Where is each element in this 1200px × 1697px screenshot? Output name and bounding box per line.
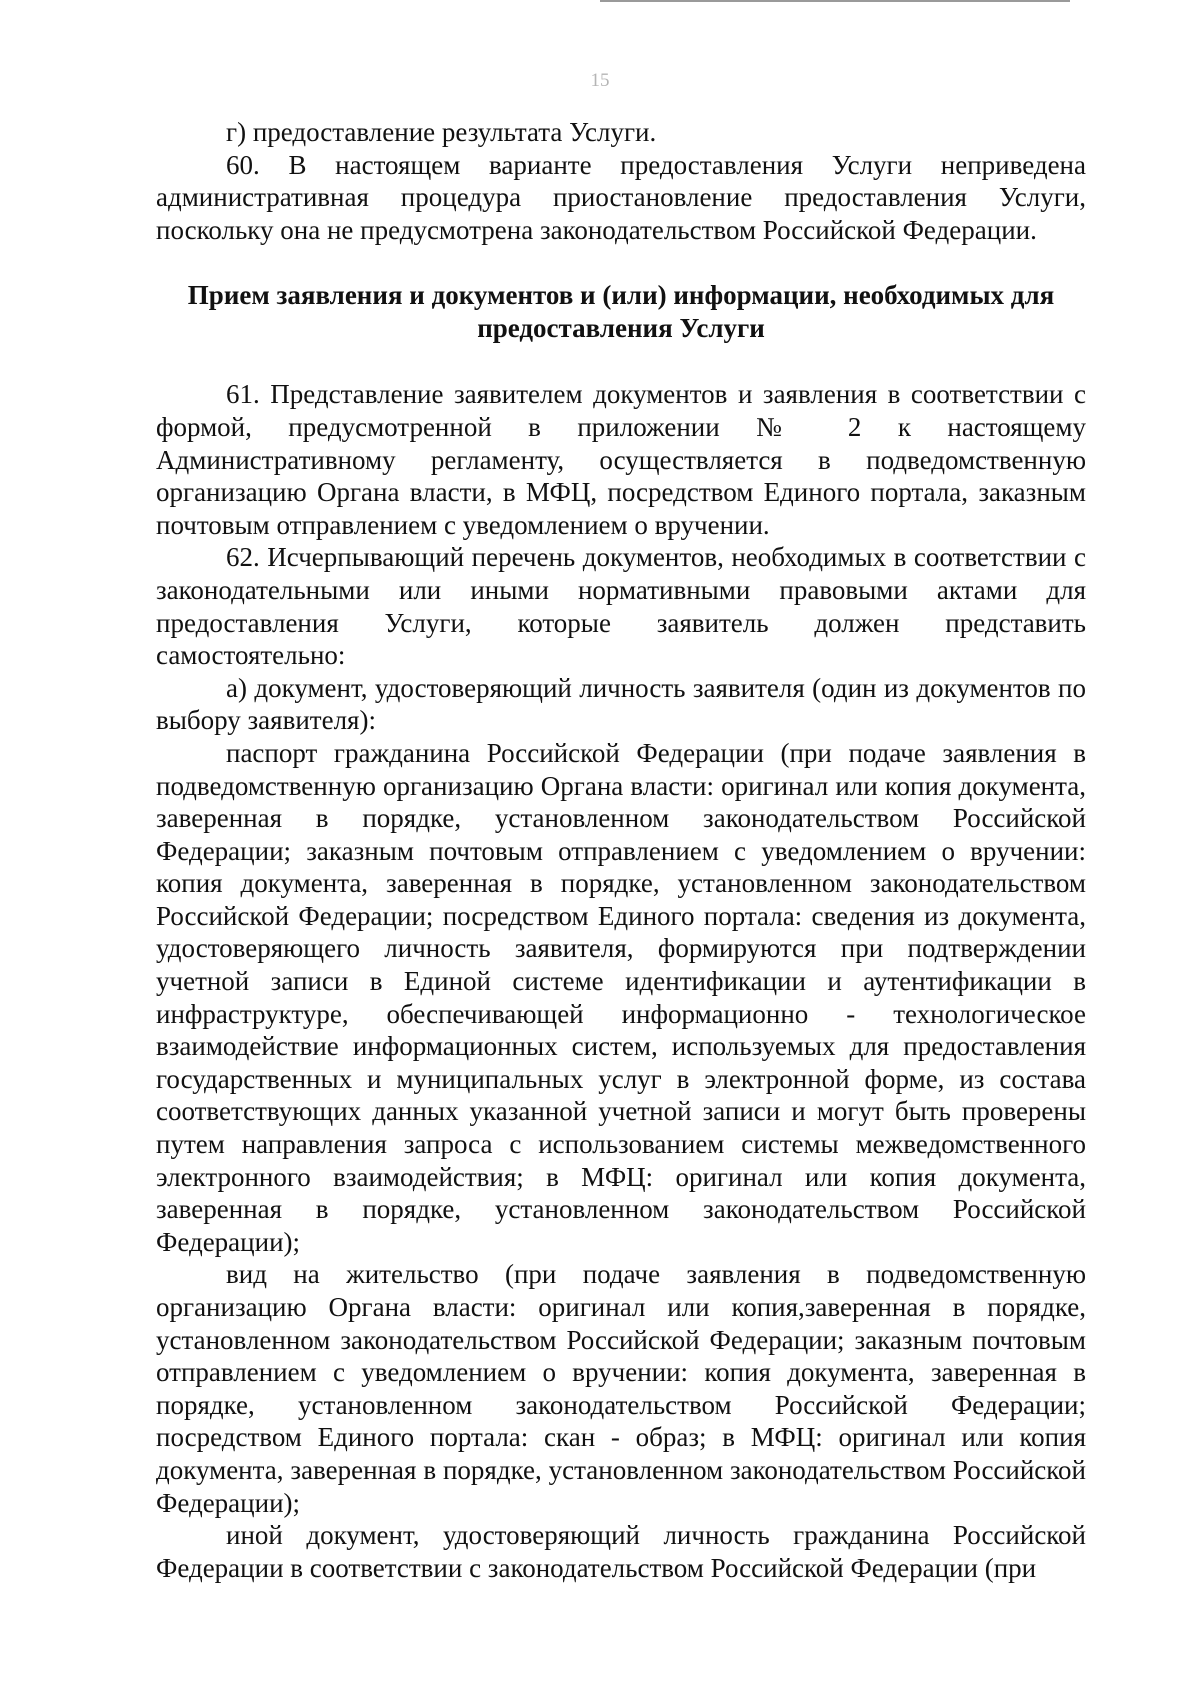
page-number: 15 <box>590 70 610 91</box>
paragraph-62: 62. Исчерпывающий перечень документов, необходимых в соответствии с законодательными или иными нормативными правовыми актами для предоставления Услуги, которые заявитель должен представить самостоятельно: <box>156 542 1086 671</box>
section-heading: Прием заявления и документов и (или) информации, необходимых для предоставления Услуги <box>187 280 1055 344</box>
paragraph-61: 61. Представление заявителем документов и заявления в соответствии с формой, предусмотренной в приложении № 2 к настоящему Административному регламенту, осуществляется в подведомственную организацию Органа власти, в МФЦ, посредством Единого портала, заказным почтовым отправлением с уведомлением о вручении. <box>156 379 1086 540</box>
paragraph-result-delivery: г) предоставление результата Услуги. <box>226 117 657 147</box>
top-edge-rule <box>600 0 1070 2</box>
document-body <box>156 116 1086 1584</box>
paragraph-residence-permit: вид на жительство (при подаче заявления в подведомственную организацию Органа власти: оригинал или копия,заверенная в порядке, установленном законодательством Российской Федерации; заказным почтовым отправлением с уведомлением о вручении: копия документа, заверенная в порядке, установленном законодательством Российской Федерации; посредством Единого портала: скан - образ; в МФЦ: оригинал или копия документа, заверенная в порядке, установленном законодательством Российской Федерации); <box>156 1259 1086 1518</box>
paragraph-passport: паспорт гражданина Российской Федерации (при подаче заявления в подведомственную организацию Органа власти: оригинал или копия документа, заверенная в порядке, установленном законодательством Российской Федерации; заказным почтовым отправлением с уведомлением о вручении: копия документа, заверенная в порядке, установленном законодательством Российской Федерации; посредством Единого портала: сведения из документа, удостоверяющего личность заявителя, формируются при подтверждении учетной записи в Единой системе идентификации и аутентификации в инфраструктуре, обеспечивающей информационно - технологическое взаимодействие информационных систем, используемых для предоставления государственных и муниципальных услуг в электронной форме, из состава соответствующих данных указанной учетной записи и могут быть проверены путем направления запроса с использованием системы межведомственного электронного взаимодействия; в МФЦ: оригинал или копия документа, заверенная в порядке, установленном законодательством Российской Федерации); <box>156 737 1086 1257</box>
paragraph-60: 60. В настоящем варианте предоставления Услуги неприведена административная процедура приостановление предоставления Услуги, поскольку она не предусмотрена законодательством Российской Федерации. <box>156 149 1086 245</box>
paragraph-other-identity-document: иной документ, удостоверяющий личность гражданина Российской Федерации в соответствии с законодательством Российской Федерации (при <box>156 1520 1086 1583</box>
paragraph-62-item-a: а) документ, удостоверяющий личность заявителя (один из документов по выбору заявителя): <box>156 672 1086 736</box>
